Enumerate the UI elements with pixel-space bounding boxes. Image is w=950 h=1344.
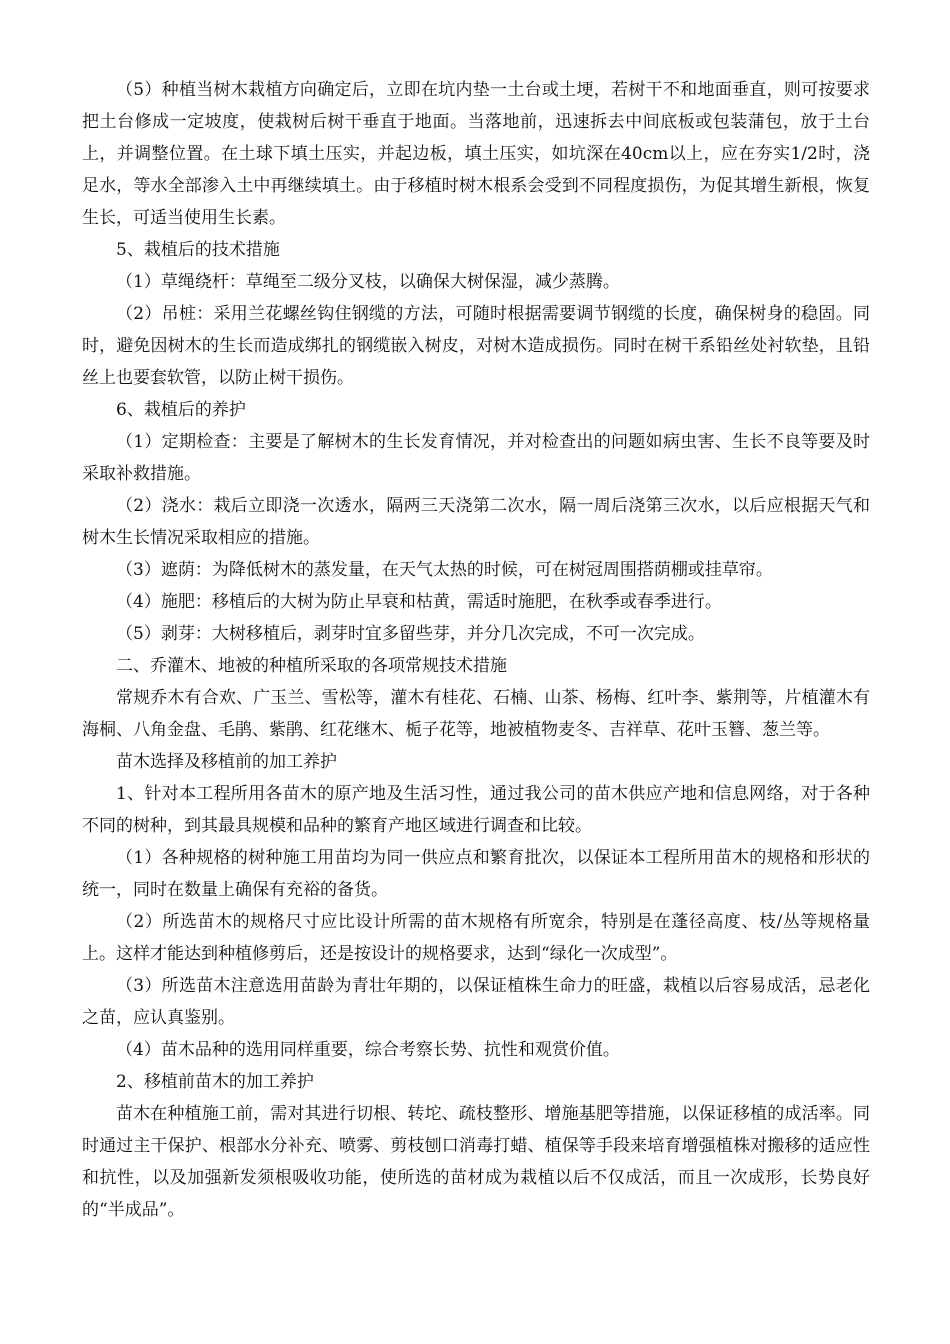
heading-post-planting-care: 6、栽植后的养护	[116, 400, 246, 420]
paragraph-watering: （2）浇水：栽后立即浇一次透水，隔两三天浇第二次水，隔一周后浇第三次水，以后应根据天气和树木生长情况采取相应的措施。	[82, 496, 870, 548]
paragraph-same-batch-supply: （1）各种规格的树种施工用苗均为同一供应点和繁育批次，以保证本工程所用苗木的规格和形状的统一，同时在数量上确保有充裕的备货。	[82, 848, 870, 900]
paragraph-guy-cable-staking: （2）吊桩：采用兰花螺丝钩住钢缆的方法，可随时根据需要调节钢缆的长度，确保树身的稳固。同时，避免因树木的生长而造成绑扎的钢缆嵌入树皮，对树木造成损伤。同时在树干系铅丝处衬软垫，且铅丝上也要套软管，以防止树干损伤。	[82, 304, 870, 388]
heading-shrub-groundcover-measures: 二、乔灌木、地被的种植所采取的各项常规技术措施	[116, 656, 507, 676]
paragraph-planting-step-5: （5）种植当树木栽植方向确定后，立即在坑内垫一土台或土埂，若树干不和地面垂直，则可按要求把土台修成一定坡度，使栽树后树干垂直于地面。当落地前，迅速拆去中间底板或包装蒲包，放于土台上，并调整位置。在土球下填土压实，并起边板，填土压实，如坑深在40cm以上，应在夯实1/2时，浇足水，等水全部渗入土中再继续填土。由于移植时树木根系会受到不同程度损伤，为促其增生新根，恢复生长，可适当使用生长素。	[82, 80, 870, 228]
paragraph-variety-selection: （4）苗木品种的选用同样重要，综合考察长势、抗性和观赏价值。	[116, 1040, 620, 1060]
paragraph-size-allowance: （2）所选苗木的规格尺寸应比设计所需的苗木规格有所宽余，特别是在蓬径高度、枝/丛等规格量上。这样才能达到种植修剪后，还是按设计的规格要求，达到“绿化一次成型”。	[82, 912, 870, 964]
paragraph-pre-transplant-measures: 苗木在种植施工前，需对其进行切根、转坨、疏枝整形、增施基肥等措施，以保证移植的成活率。同时通过主干保护、根部水分补充、喷雾、剪枝刨口消毒打蜡、植保等手段来培育增强植株对搬移的适应性和抗性，以及加强新发须根吸收功能，使所选的苗材成为栽植以后不仅成活，而且一次成形，长势良好的“半成品”。	[82, 1104, 870, 1220]
heading-post-planting-measures: 5、栽植后的技术措施	[116, 240, 280, 260]
paragraph-bud-removal: （5）剥芽：大树移植后，剥芽时宜多留些芽，并分几次完成，不可一次完成。	[116, 624, 705, 644]
paragraph-straw-rope-wrapping: （1）草绳绕杆：草绳至二级分叉枝，以确保大树保湿，减少蒸腾。	[116, 272, 620, 292]
paragraph-shading: （3）遮荫：为降低树木的蒸发量，在天气太热的时候，可在树冠周围搭荫棚或挂草帘。	[116, 560, 773, 580]
paragraph-regular-inspection: （1）定期检查：主要是了解树木的生长发育情况，并对检查出的问题如病虫害、生长不良等要及时采取补救措施。	[82, 432, 870, 484]
paragraph-origin-survey: 1、针对本工程所用各苗木的原产地及生活习性，通过我公司的苗木供应产地和信息网络，对于各种不同的树种，到其最具规模和品种的繁育产地区域进行调查和比较。	[82, 784, 870, 836]
document-page	[82, 74, 870, 1226]
paragraph-fertilizing: （4）施肥：移植后的大树为防止早衰和枯黄，需适时施肥，在秋季或春季进行。	[116, 592, 722, 612]
paragraph-common-species: 常规乔木有合欢、广玉兰、雪松等，灌木有桂花、石楠、山茶、杨梅、红叶李、紫荆等，片植灌木有海桐、八角金盘、毛鹃、紫鹃、红花继木、栀子花等，地被植物麦冬、吉祥草、花叶玉簪、葱兰等。	[82, 688, 870, 740]
heading-pre-transplant-processing: 2、移植前苗木的加工养护	[116, 1072, 314, 1092]
paragraph-seedling-age: （3）所选苗木注意选用苗龄为青壮年期的，以保证植株生命力的旺盛，栽植以后容易成活，忌老化之苗，应认真鉴别。	[82, 976, 870, 1028]
heading-seedling-selection: 苗木选择及移植前的加工养护	[116, 752, 337, 772]
